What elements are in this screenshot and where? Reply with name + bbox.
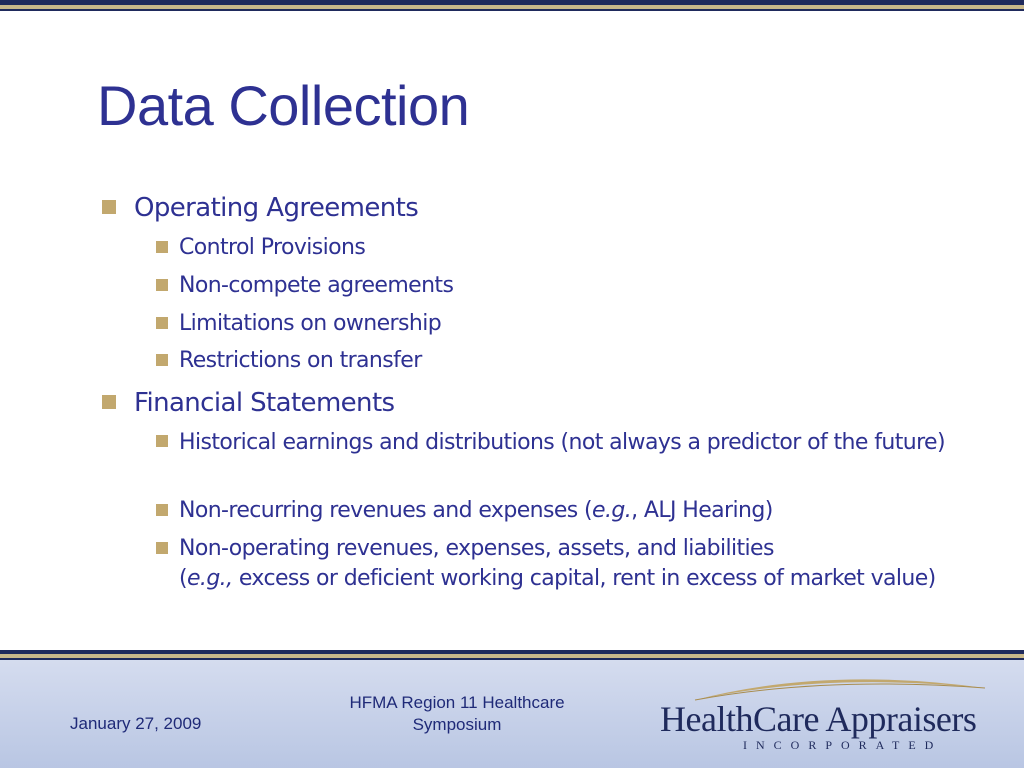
bullet-item-level1: Operating Agreements: [134, 193, 419, 223]
bullet-square-icon: [156, 279, 168, 291]
bullet-square-icon: [156, 354, 168, 366]
footer-border-navy-thin: [0, 658, 1024, 660]
footer-date: January 27, 2009: [70, 714, 202, 733]
slide-footer: [0, 650, 1024, 768]
bullet-item-level2: Historical earnings and distributions (not always a predictor of the future): [179, 430, 945, 455]
bullet-square-icon: [102, 200, 116, 214]
bullet-square-icon: [156, 241, 168, 253]
bullet-text-italic: e.g.,: [186, 566, 233, 591]
bullet-item-level2: [179, 496, 949, 526]
bullet-text: (: [179, 566, 187, 591]
logo-tagline: INCORPORATED: [743, 738, 943, 752]
bullet-text: Non-recurring revenues and expenses (: [179, 498, 593, 523]
bullet-text: Non-operating revenues, expenses, assets, and liabilities: [179, 536, 774, 561]
logo-name: HealthCare Appraisers: [660, 699, 977, 739]
bullet-square-icon: [156, 504, 168, 516]
bullet-square-icon: [156, 542, 168, 554]
bullet-square-icon: [156, 317, 168, 329]
bullet-item-level2: Limitations on ownership: [179, 311, 442, 336]
bullet-item-level2: Non-compete agreements: [179, 273, 454, 298]
bullet-text: excess or deficient working capital, rent in excess of market value): [232, 566, 936, 591]
bullet-item-level1: Financial Statements: [134, 388, 395, 418]
slide-title: Data Collection: [97, 74, 470, 137]
bullet-text: , ALJ Hearing): [631, 498, 773, 523]
company-logo: [655, 670, 1015, 760]
bullet-text-italic: e.g.: [592, 498, 632, 523]
bullet-item-level2: Restrictions on transfer: [179, 348, 422, 373]
footer-event-name: HFMA Region 11 Healthcare Symposium: [349, 693, 565, 734]
bullet-square-icon: [156, 435, 168, 447]
bullet-item-level2: [179, 534, 949, 594]
bullet-square-icon: [102, 395, 116, 409]
top-border-navy-thin: [0, 9, 1024, 11]
bullet-item-level2: Control Provisions: [179, 235, 366, 260]
